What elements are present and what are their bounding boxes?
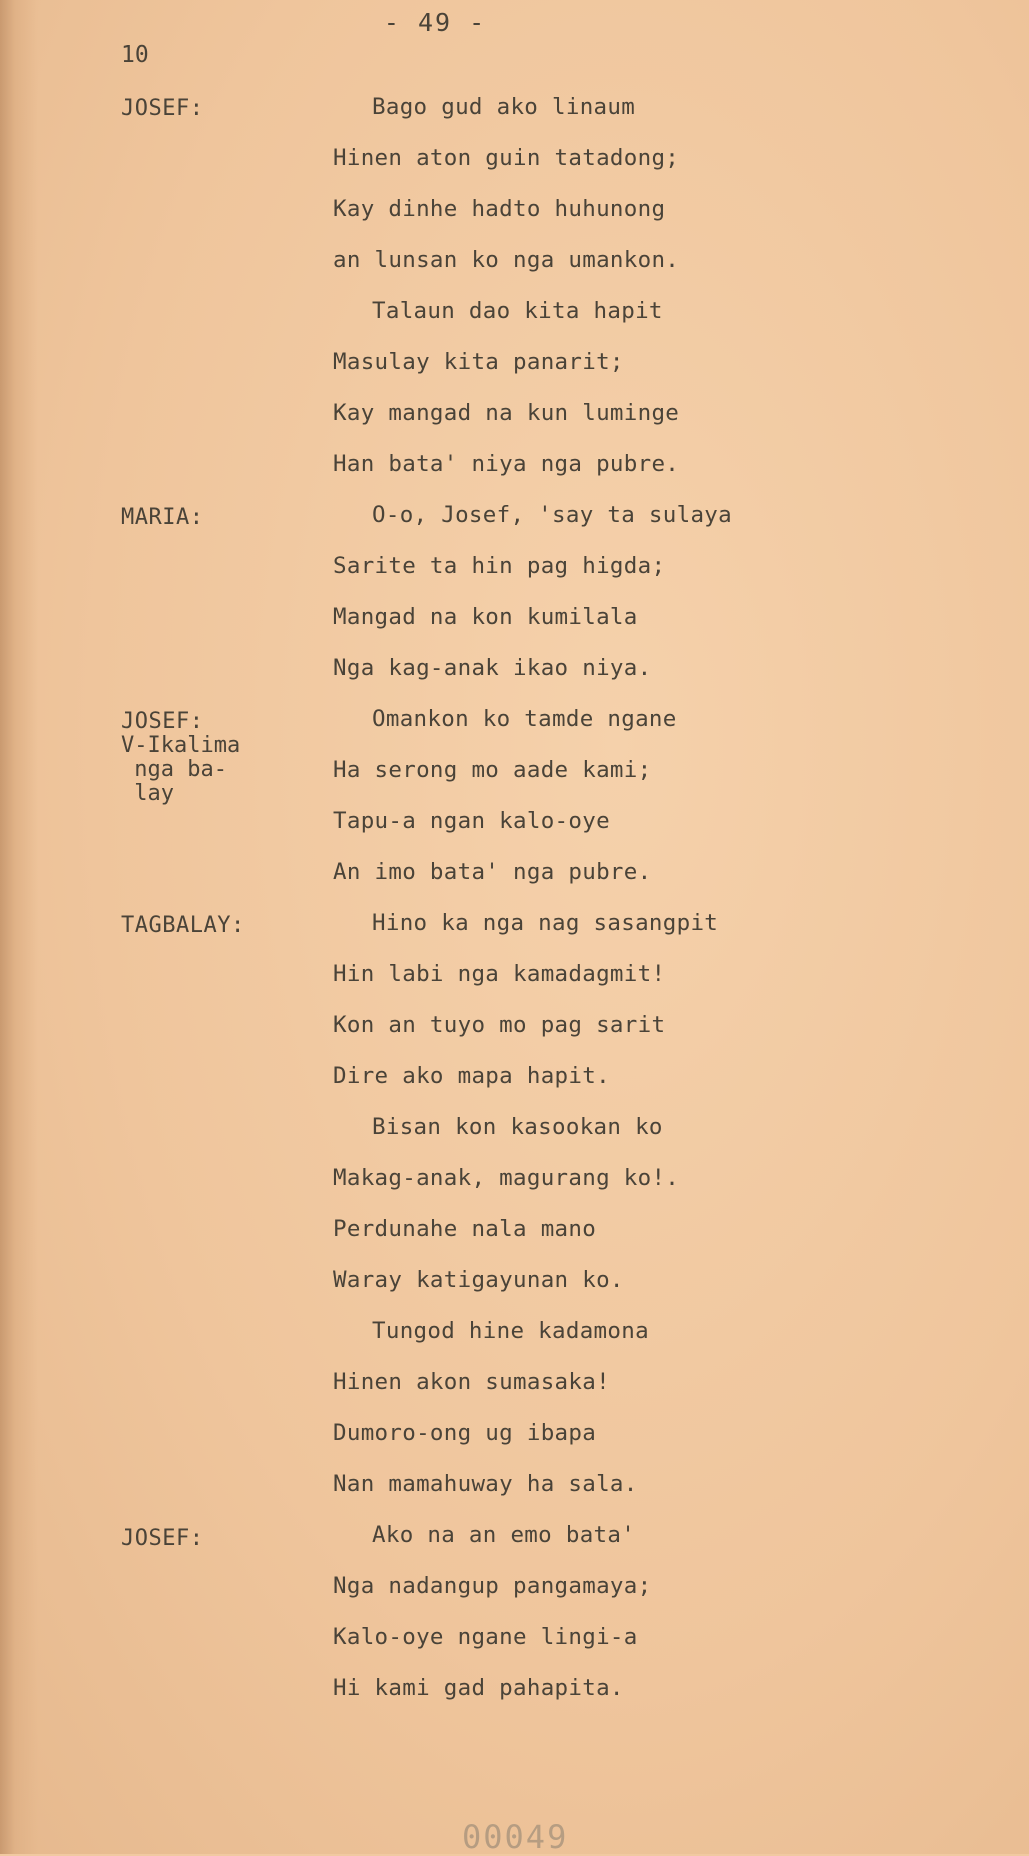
stage-direction: V-Ikalima nga ba- lay (121, 733, 241, 806)
verse-line: Dire ako mapa hapit. (333, 1063, 610, 1089)
speaker-label: TAGBALAY: (121, 913, 245, 938)
speaker-label: MARIA: (121, 505, 204, 530)
page-number: - 49 - (383, 8, 487, 37)
verse-line: Ha serong mo aade kami; (333, 757, 652, 783)
verse-line: Masulay kita panarit; (333, 349, 624, 375)
verse-line: Nga nadangup pangamaya; (333, 1573, 652, 1599)
speaker-label: JOSEF: (121, 1526, 204, 1551)
verse-line: Dumoro-ong ug ibapa (333, 1420, 597, 1446)
verse-line: Hin labi nga kamadagmit! (333, 961, 666, 987)
verse-line: Mangad na kon kumilala (333, 604, 638, 630)
verse-line: Kon an tuyo mo pag sarit (333, 1012, 666, 1038)
verse-line: Makag-anak, magurang ko!. (333, 1165, 680, 1191)
verse-line: Tungod hine kadamona (372, 1318, 649, 1344)
verse-line: Kay dinhe hadto huhunong (333, 196, 666, 222)
verse-line: Bisan kon kasookan ko (372, 1114, 663, 1140)
verse-line: Hi kami gad pahapita. (333, 1675, 624, 1701)
page-edge-shadow (0, 0, 38, 1854)
verse-line: Waray katigayunan ko. (333, 1267, 624, 1293)
verse-line: Nan mamahuway ha sala. (333, 1471, 638, 1497)
verse-line: Nga kag-anak ikao niya. (333, 655, 652, 681)
archive-stamp: 00049 (462, 1818, 569, 1856)
verse-line: Kay mangad na kun luminge (333, 400, 680, 426)
scene-number: 10 (121, 42, 149, 68)
verse-line: Kalo-oye ngane lingi-a (333, 1624, 638, 1650)
verse-line: Han bata' niya nga pubre. (333, 451, 680, 477)
verse-line: Sarite ta hin pag higda; (333, 553, 666, 579)
speaker-label: JOSEF: (121, 709, 204, 734)
speaker-label: JOSEF: (121, 96, 204, 121)
verse-line: An imo bata' nga pubre. (333, 859, 652, 885)
verse-line: Hinen akon sumasaka! (333, 1369, 610, 1395)
verse-line: O-o, Josef, 'say ta sulaya (372, 502, 732, 528)
verse-line: Ako na an emo bata' (372, 1522, 636, 1548)
verse-line: Tapu-a ngan kalo-oye (333, 808, 610, 834)
verse-line: Omankon ko tamde ngane (372, 706, 677, 732)
verse-line: Hino ka nga nag sasangpit (372, 910, 719, 936)
verse-line: Talaun dao kita hapit (372, 298, 663, 324)
verse-line: an lunsan ko nga umankon. (333, 247, 680, 273)
verse-line: Hinen aton guin tatadong; (333, 145, 680, 171)
verse-line: Perdunahe nala mano (333, 1216, 597, 1242)
verse-line: Bago gud ako linaum (372, 94, 636, 120)
